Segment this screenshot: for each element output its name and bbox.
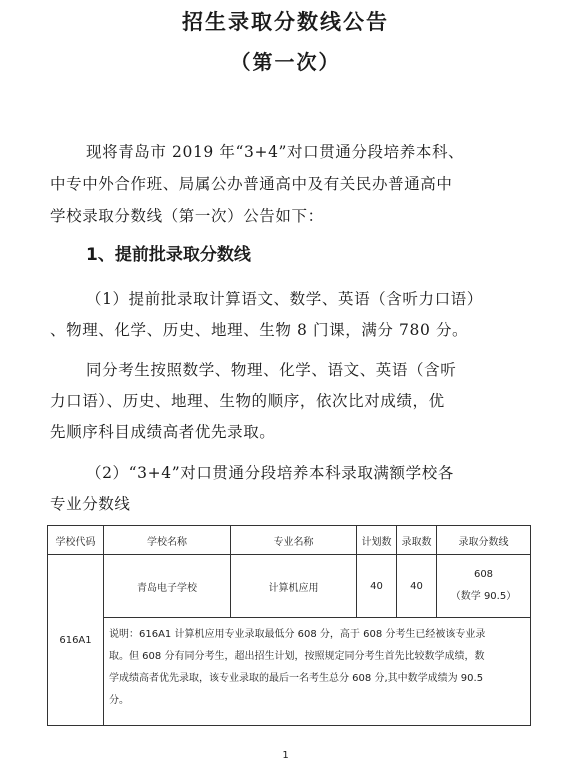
note-line-3: 学成绩高者优先录取，该专业录取的最后一名考生总分 608 分,其中数学成绩为 90.5 xyxy=(109,673,484,684)
note-line-4: 分。 xyxy=(109,695,129,706)
section-heading: 1、提前批录取分数线 xyxy=(86,245,251,265)
page-number: 1 xyxy=(282,750,289,761)
para1-line-1: （1）提前批录取计算语文、数学、英语（含听力口语） xyxy=(86,290,483,308)
cell-admitted-count: 40 xyxy=(397,555,437,618)
table-note xyxy=(104,618,531,726)
page-title: 招生录取分数线公告 xyxy=(182,10,389,34)
para3-line-2: 专业分数线 xyxy=(50,495,131,513)
table-header-row xyxy=(48,526,531,555)
header-admitted-count: 录取数 xyxy=(397,526,437,555)
header-school-name: 学校名称 xyxy=(104,526,231,555)
para2-line-2: 力口语）、历史、地理、生物的顺序，依次比对成绩，优 xyxy=(50,392,445,410)
page-subtitle: （第一次） xyxy=(230,50,341,74)
cell-school-name: 青岛电子学校 xyxy=(104,555,231,618)
para3-line-1: （2）“3+4”对口贯通分段培养本科录取满额学校各 xyxy=(86,464,454,482)
header-plan-count: 计划数 xyxy=(357,526,397,555)
header-school-code: 学校代码 xyxy=(48,526,104,555)
score-math-note: （数学 90.5） xyxy=(450,591,517,602)
header-score-line: 录取分数线 xyxy=(437,526,531,555)
header-major-name: 专业名称 xyxy=(231,526,357,555)
note-line-2: 取。但 608 分有同分考生，超出招生计划，按照规定同分考生首先比较数学成绩，数 xyxy=(109,651,485,662)
para2-line-1: 同分考生按照数学、物理、化学、语文、英语（含听 xyxy=(86,361,457,379)
para1-line-2: 、物理、化学、历史、地理、生物 8 门课，满分 780 分。 xyxy=(50,321,469,339)
intro-line-2: 中专中外合作班、局属公办普通高中及有关民办普通高中 xyxy=(50,175,453,193)
cell-plan-count: 40 xyxy=(357,555,397,618)
score-table xyxy=(47,525,531,726)
note-line-1: 说明：616A1 计算机应用专业录取最低分 608 分，高于 608 分考生已经被该专业录 xyxy=(109,629,486,640)
intro-line-3: 学校录取分数线（第一次）公告如下： xyxy=(50,207,324,225)
cell-school-code: 616A1 xyxy=(48,555,104,726)
score-value: 608 xyxy=(473,569,494,580)
para2-line-3: 先顺序科目成绩高者优先录取。 xyxy=(50,423,276,441)
table-note-row xyxy=(48,618,531,726)
table-row xyxy=(48,555,531,618)
cell-score-line xyxy=(437,555,531,618)
cell-major-name: 计算机应用 xyxy=(231,555,357,618)
intro-line-1: 现将青岛市 2019 年“3+4”对口贯通分段培养本科、 xyxy=(86,143,465,161)
